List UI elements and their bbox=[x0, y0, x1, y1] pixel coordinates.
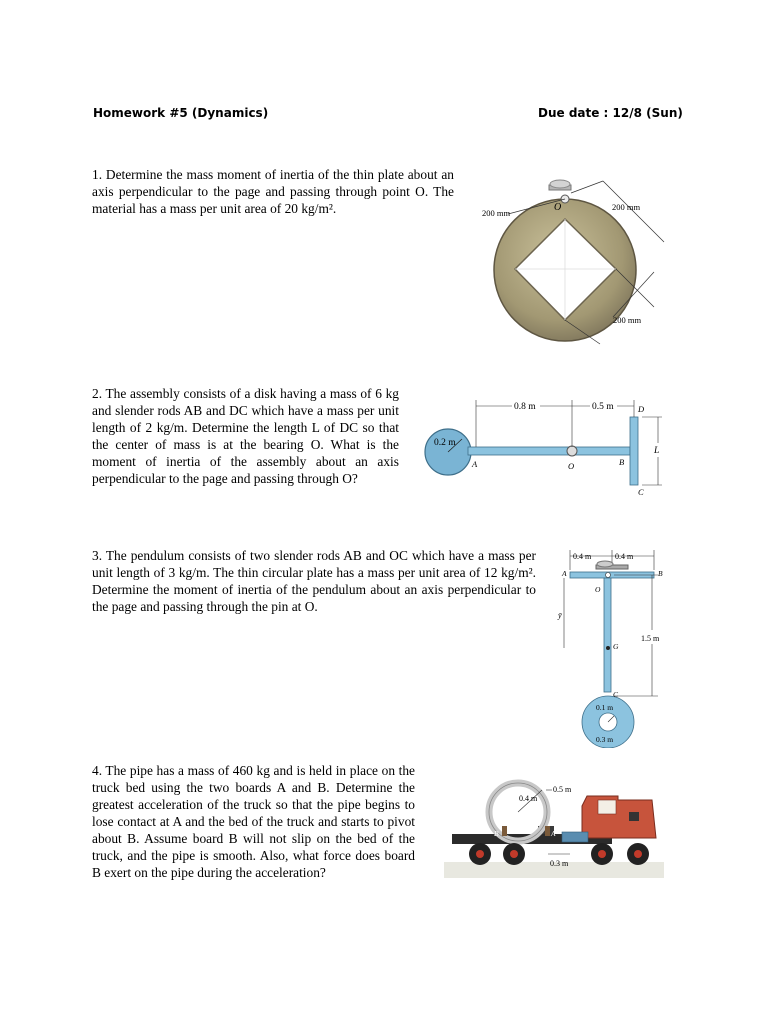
dim-line-top bbox=[571, 181, 603, 193]
label-o: O bbox=[595, 585, 601, 594]
length-label: 1.5 m bbox=[641, 634, 660, 643]
label-d: D bbox=[638, 404, 645, 414]
problem-1-figure bbox=[468, 172, 676, 350]
wheel-hub bbox=[598, 850, 606, 858]
problem-2-figure bbox=[420, 395, 672, 505]
rod-dc bbox=[630, 417, 638, 485]
page-title: Homework #5 (Dynamics) bbox=[93, 106, 269, 120]
pipe-radius-label: 0.4 m bbox=[519, 794, 538, 803]
left-len-label: 0.4 m bbox=[573, 552, 592, 561]
inner-radius-label: 0.1 m bbox=[596, 703, 614, 712]
cab-window bbox=[598, 800, 616, 814]
bearing-o bbox=[567, 446, 577, 456]
len-ob-label: 0.5 m bbox=[592, 402, 614, 412]
label-b: B bbox=[658, 569, 663, 578]
label-c: C bbox=[613, 690, 619, 699]
pin-o bbox=[606, 573, 611, 578]
problem-4-text: 4. The pipe has a mass of 460 kg and is held in place on the truck bed using the two boards A and B. Determine the greatest acceleration of the truck so that the pipe begins to lose contact at A and the bed of the truck and starts to pivot about B. Assume board B will not slip on the bed of the truck, and the pipe is smooth. Also, what force does board B exert on the pipe during the acceleration? bbox=[92, 763, 415, 880]
outer-radius-label: 0.3 m bbox=[596, 735, 614, 744]
label-a: A bbox=[472, 459, 478, 469]
top-dim-label: 0.5 m bbox=[553, 785, 572, 794]
len-ao-label: 0.8 m bbox=[514, 402, 536, 412]
label-g: G bbox=[613, 642, 619, 651]
label-a: A bbox=[562, 569, 567, 578]
label-a: A bbox=[551, 829, 556, 838]
label-l: L bbox=[654, 446, 660, 456]
problem-3-figure bbox=[554, 548, 672, 748]
rod-oc bbox=[604, 578, 611, 692]
label-o: O bbox=[568, 461, 575, 471]
fuel-tank bbox=[562, 832, 588, 842]
label-o: O bbox=[554, 202, 562, 213]
dim-left-label: 200 mm bbox=[482, 208, 511, 218]
pin-cap bbox=[550, 180, 570, 188]
label-c: C bbox=[638, 487, 644, 497]
board-b bbox=[502, 826, 507, 836]
center-g bbox=[606, 646, 610, 650]
dim-right-label: 200 mm bbox=[612, 202, 641, 212]
bottom-dim-label: 0.3 m bbox=[550, 859, 569, 868]
label-b: B bbox=[619, 457, 625, 467]
wheel-hub bbox=[510, 850, 518, 858]
problem-1-text: 1. Determine the mass moment of inertia of the thin plate about an axis perpendicular to the page and passing through point O. The material has a mass per unit area of 20 kg/m². bbox=[92, 167, 454, 216]
problem-3-text: 3. The pendulum consists of two slender rods AB and OC which have a mass per unit length of 3 kg/m. The thin circular plate has a mass per unit area of 12 kg/m². Determine the moment of inertia of the pendulum about an axis perpendicular to the page and passing through the pin at O. bbox=[92, 548, 536, 614]
label-ybar: ȳ bbox=[558, 611, 562, 620]
pin-cap bbox=[597, 561, 613, 567]
label-b: B bbox=[494, 829, 499, 838]
due-date: Due date : 12/8 (Sun) bbox=[538, 106, 683, 120]
truck-cab bbox=[582, 796, 656, 838]
disk-radius-label: 0.2 m bbox=[434, 438, 456, 448]
wheel-hub bbox=[476, 850, 484, 858]
rod-ab bbox=[468, 447, 630, 455]
right-len-label: 0.4 m bbox=[615, 552, 634, 561]
dim-bottom-label: 200 mm bbox=[613, 315, 642, 325]
problem-2-text: 2. The assembly consists of a disk having a mass of 6 kg and slender rods AB and DC which have a mass per unit length of 2 kg/m. Determine the length L of DC so that the center of mass is at the bearing O. What is the moment of inertia of the assembly about an axis perpendicular to the page and passing through O? bbox=[92, 386, 399, 486]
wheel-hub bbox=[634, 850, 642, 858]
cab-grille bbox=[629, 812, 639, 821]
board-a bbox=[545, 826, 550, 836]
problem-4-figure bbox=[442, 770, 668, 880]
